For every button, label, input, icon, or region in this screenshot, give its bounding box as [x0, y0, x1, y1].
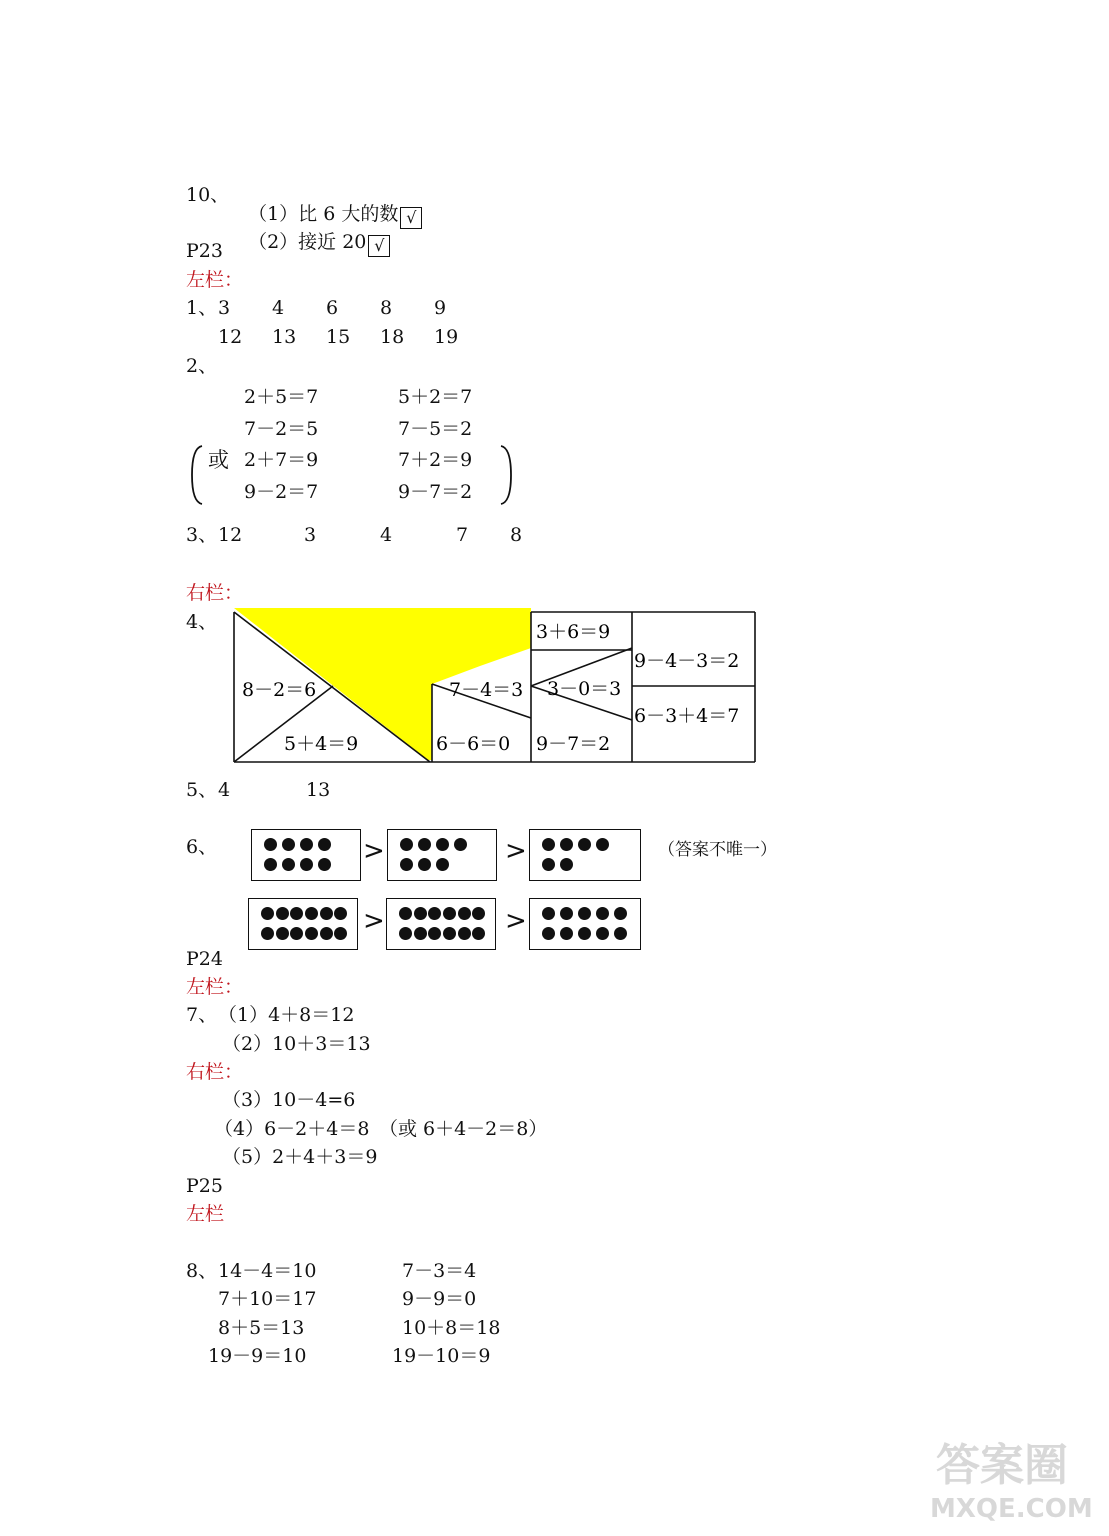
- q10-line1-text: （1）比 6 大的数: [248, 203, 399, 225]
- dot: [399, 927, 412, 940]
- q6-note: （答案不唯一）: [658, 840, 777, 860]
- dot: [414, 907, 427, 920]
- right-column-label: 右栏：: [186, 1061, 244, 1083]
- dot: [614, 907, 627, 920]
- dot-box: [386, 898, 496, 950]
- q8-equation: 9－9＝0: [402, 1288, 477, 1310]
- dot-box: [387, 829, 497, 881]
- dot: [443, 927, 456, 940]
- dot: [614, 927, 627, 940]
- q2-equation: 7－5＝2: [398, 418, 473, 440]
- q3-label: 3、: [186, 524, 218, 546]
- q7-item: （2）10＋3＝13: [222, 1033, 371, 1055]
- q1-value: 8: [380, 297, 393, 319]
- dot: [282, 858, 295, 871]
- q2-label: 2、: [186, 355, 218, 377]
- dot: [264, 858, 277, 871]
- q8-equation: 7－3＝4: [402, 1260, 477, 1282]
- dot: [300, 838, 313, 851]
- dot: [305, 927, 318, 940]
- dot: [428, 927, 441, 940]
- q3-value: 3: [304, 524, 317, 546]
- q1-value: 19: [434, 326, 459, 348]
- dot: [318, 858, 331, 871]
- dot: [400, 858, 413, 871]
- dot: [261, 927, 274, 940]
- dot: [414, 927, 427, 940]
- q8-equation: 19－9＝10: [208, 1345, 307, 1367]
- dot: [560, 907, 573, 920]
- q1-value: 13: [272, 326, 297, 348]
- q8-equation: 8＋5＝13: [218, 1317, 305, 1339]
- dot: [290, 927, 303, 940]
- q2-equation: 2＋5＝7: [244, 386, 319, 408]
- dot: [276, 907, 289, 920]
- checkmark-box: √: [400, 207, 422, 229]
- q2-equation: 9－7＝2: [398, 481, 473, 503]
- q8-equation: 7＋10＝17: [218, 1288, 317, 1310]
- q4-cell: 3＋6＝9: [536, 621, 611, 643]
- q1-value: 3: [218, 297, 231, 319]
- dot-box: [529, 829, 641, 881]
- greater-than-sign: >: [505, 906, 527, 936]
- dot: [290, 907, 303, 920]
- dot: [334, 907, 347, 920]
- q2-equation: 2＋7＝9: [244, 449, 319, 471]
- q2-equation: 7－2＝5: [244, 418, 319, 440]
- dot: [418, 838, 431, 851]
- q3-value: 7: [456, 524, 469, 546]
- dot: [472, 927, 485, 940]
- dot: [458, 927, 471, 940]
- q7-label: 7、: [186, 1004, 218, 1026]
- dot: [560, 858, 573, 871]
- dot: [454, 838, 467, 851]
- dot: [560, 927, 573, 940]
- dot: [458, 907, 471, 920]
- q3-value: 4: [380, 524, 393, 546]
- q7-item: （5）2＋4＋3＝9: [222, 1146, 378, 1168]
- greater-than-sign: >: [363, 906, 385, 936]
- left-column-label: 左栏：: [186, 269, 244, 291]
- q5-value: 4: [218, 779, 231, 801]
- q2-equation: 7＋2＝9: [398, 449, 473, 471]
- greater-than-sign: >: [505, 836, 527, 866]
- dot: [318, 838, 331, 851]
- dot: [542, 858, 555, 871]
- dot: [542, 838, 555, 851]
- dot: [418, 858, 431, 871]
- dot: [542, 907, 555, 920]
- page-label-p23: P23: [186, 240, 223, 262]
- q1-value: 15: [326, 326, 351, 348]
- greater-than-sign: >: [363, 836, 385, 866]
- q4-cell: 5＋4＝9: [284, 733, 359, 755]
- dot: [300, 858, 313, 871]
- q4-cell: 3－0＝3: [547, 678, 622, 700]
- left-column-label: 左栏：: [186, 976, 244, 998]
- dot: [400, 838, 413, 851]
- q1-value: 18: [380, 326, 405, 348]
- q7-item: （1）4＋8＝12: [218, 1004, 355, 1026]
- dot: [282, 838, 295, 851]
- q2-equation: 9－2＝7: [244, 481, 319, 503]
- q7-item: （4）6－2＋4＝8 （或 6＋4－2＝8）: [214, 1118, 548, 1140]
- watermark-url: MXQE.COM: [930, 1494, 1093, 1524]
- dot-box: [251, 829, 361, 881]
- dot: [542, 927, 555, 940]
- left-column-label: 左栏: [186, 1203, 225, 1225]
- q4-label: 4、: [186, 611, 218, 633]
- q6-label: 6、: [186, 836, 218, 858]
- q4-cell: 6－6＝0: [436, 733, 511, 755]
- q3-value: 8: [510, 524, 523, 546]
- q4-cell: 8－2＝6: [242, 679, 317, 701]
- q5-value: 13: [306, 779, 331, 801]
- dot: [443, 907, 456, 920]
- dot: [436, 838, 449, 851]
- q4-cell: 6－3＋4＝7: [634, 705, 740, 727]
- dot: [428, 907, 441, 920]
- dot: [334, 927, 347, 940]
- dot: [578, 838, 591, 851]
- q4-cell: 7－4＝3: [449, 679, 524, 701]
- q3-value: 12: [218, 524, 243, 546]
- dot: [305, 907, 318, 920]
- dot: [264, 838, 277, 851]
- dot: [320, 907, 333, 920]
- q5-label: 5、: [186, 779, 218, 801]
- dot: [276, 927, 289, 940]
- q4-cell: 9－7＝2: [536, 733, 611, 755]
- q1-value: 12: [218, 326, 243, 348]
- right-column-label: 右栏：: [186, 582, 244, 604]
- q7-item: （3）10－4=6: [222, 1089, 356, 1111]
- page-label-p24: P24: [186, 948, 223, 970]
- dot: [596, 927, 609, 940]
- page-label-p25: P25: [186, 1175, 223, 1197]
- dot: [578, 927, 591, 940]
- checkmark-box: √: [368, 235, 390, 257]
- dot: [578, 907, 591, 920]
- q8-equation: 14－4＝10: [218, 1260, 317, 1282]
- q1-label: 1、: [186, 297, 218, 319]
- q1-value: 9: [434, 297, 447, 319]
- q10-label: 10、: [186, 184, 230, 206]
- watermark-logo: 答案圈: [936, 1440, 1068, 1491]
- dot: [261, 907, 274, 920]
- dot-box: [248, 898, 358, 950]
- dot: [596, 907, 609, 920]
- q8-label: 8、: [186, 1260, 218, 1282]
- dot: [596, 838, 609, 851]
- dot: [472, 907, 485, 920]
- q10-line2-text: （2）接近 20: [248, 231, 367, 253]
- dot: [560, 838, 573, 851]
- q4-cell: 9－4－3＝2: [634, 650, 740, 672]
- q8-equation: 19－10＝9: [392, 1345, 491, 1367]
- q2-alt-label: 或: [208, 448, 229, 472]
- q8-equation: 10＋8＝18: [402, 1317, 501, 1339]
- q1-value: 4: [272, 297, 285, 319]
- dot-box: [529, 898, 641, 950]
- dot: [436, 858, 449, 871]
- q2-equation: 5＋2＝7: [398, 386, 473, 408]
- dot: [399, 907, 412, 920]
- dot: [320, 927, 333, 940]
- q1-value: 6: [326, 297, 339, 319]
